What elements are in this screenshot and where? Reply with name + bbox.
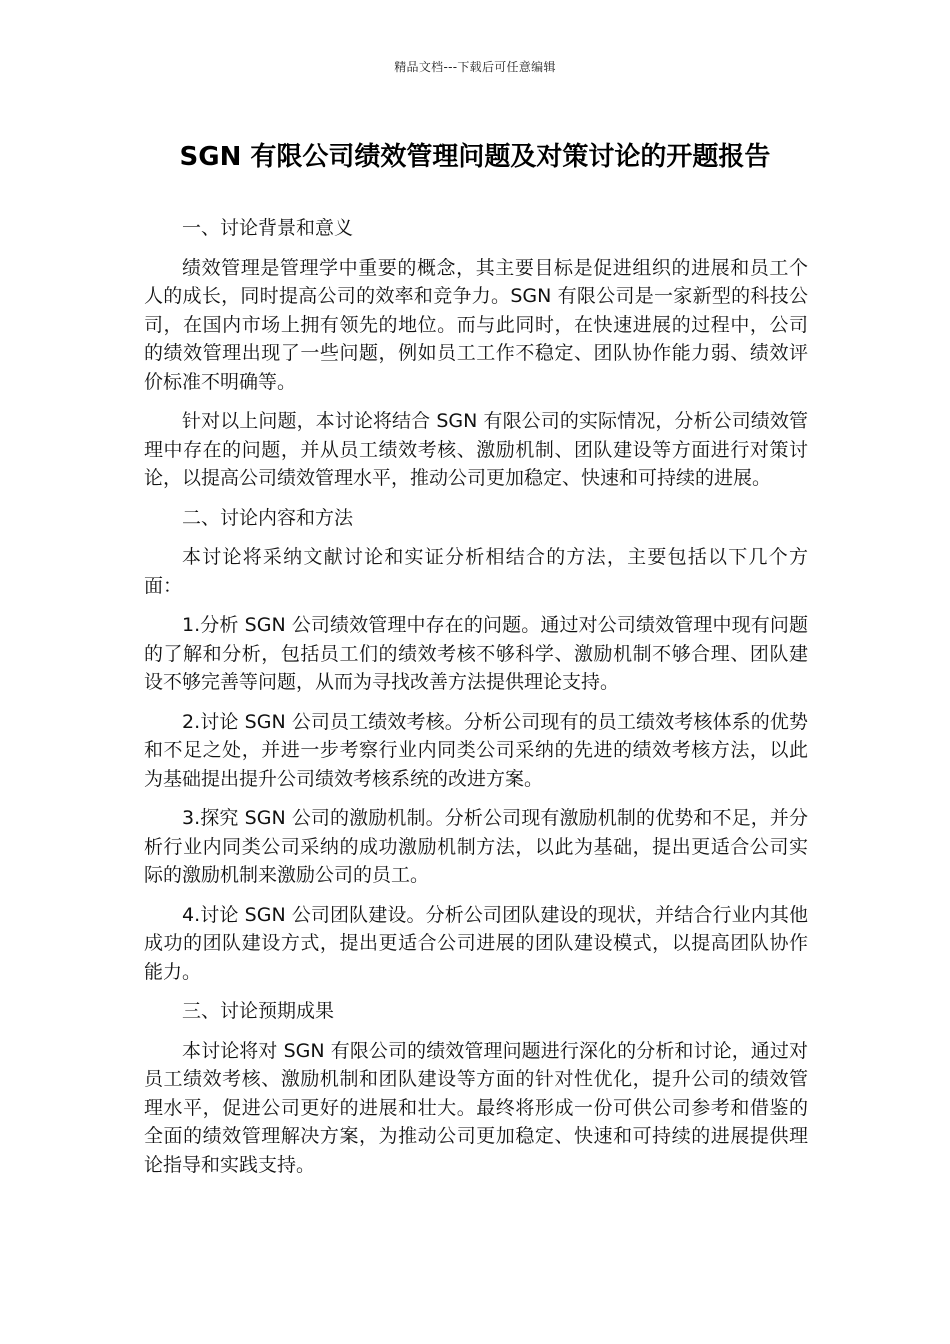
paragraph: 本讨论将对 SGN 有限公司的绩效管理问题进行深化的分析和讨论，通过对员工绩效考核、激励机制和团队建设等方面的针对性优化，提升公司的绩效管理水平，促进公司更好的进展和壮大。最终将形成一份可供公司参考和借鉴的全面的绩效管理解决方案，为推动公司更加稳定、快速和可持续的进展提供理论指导和实践支持。 (144, 1039, 808, 1176)
paragraph: 本讨论将采纳文献讨论和实证分析相结合的方法，主要包括以下几个方面： (144, 546, 808, 597)
section-background (144, 214, 808, 493)
paragraph: 针对以上问题，本讨论将结合 SGN 有限公司的实际情况，分析公司绩效管理中存在的问题，并从员工绩效考核、激励机制、团队建设等方面进行对策讨论，以提高公司绩效管理水平，推动公司更加稳定、快速和可持续的进展。 (144, 410, 808, 489)
list-item: 4.讨论 SGN 公司团队建设。分析公司团队建设的现状，并结合行业内其他成功的团队建设方式，提出更适合公司进展的团队建设模式，以提高团队协作能力。 (144, 903, 808, 983)
list-item: 1.分析 SGN 公司绩效管理中存在的问题。通过对公司绩效管理中现有问题的了解和分析，包括员工们的绩效考核不够科学、激励机制不够合理、团队建设不够完善等问题，从而为寻找改善方法提供理论支持。 (144, 614, 808, 693)
section-content-method (144, 504, 808, 987)
document-title: SGN 有限公司绩效管理问题及对策讨论的开题报告 (179, 142, 771, 172)
list-item: 3.探究 SGN 公司的激励机制。分析公司现有激励机制的优势和不足，并分析行业内同类公司采纳的成功激励机制方法，以此为基础，提出更适合公司实际的激励机制来激励公司的员工。 (144, 807, 808, 886)
section-expected-results (144, 997, 808, 1179)
section-heading: 一、讨论背景和意义 (182, 217, 354, 239)
header-note: 精品文档---下载后可任意编辑 (394, 60, 556, 74)
list-item: 2.讨论 SGN 公司员工绩效考核。分析公司现有的员工绩效考核体系的优势和不足之处，并进一步考察行业内同类公司采纳的先进的绩效考核方法，以此为基础提出提升公司绩效考核系统的改进方案。 (144, 710, 808, 790)
section-heading: 三、讨论预期成果 (182, 1000, 335, 1022)
document-body (144, 214, 808, 1190)
paragraph: 绩效管理是管理学中重要的概念，其主要目标是促进组织的进展和员工个人的成长，同时提高公司的效率和竞争力。SGN 有限公司是一家新型的科技公司，在国内市场上拥有领先的地位。而与此同时，在快速进展的过程中，公司的绩效管理出现了一些问题，例如员工工作不稳定、团队协作能力弱、绩效评价标准不明确等。 (144, 256, 808, 393)
section-heading: 二、讨论内容和方法 (182, 506, 354, 529)
